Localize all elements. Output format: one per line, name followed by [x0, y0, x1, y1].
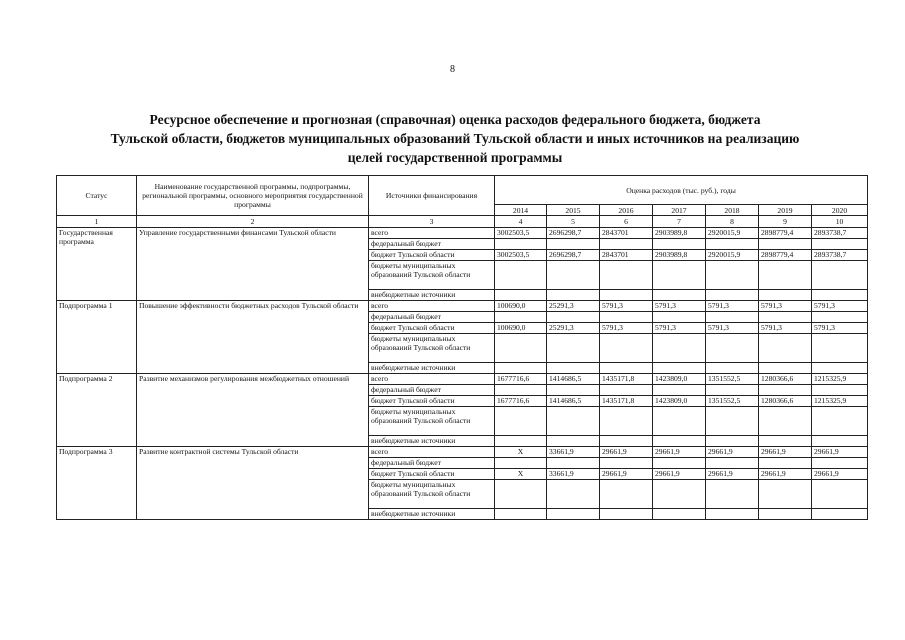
amount-cell: [600, 239, 653, 250]
amount-cell: [600, 261, 653, 290]
funding-source-cell: всего: [369, 228, 495, 239]
amount-cell: 25291,3: [547, 301, 600, 312]
funding-source-cell: бюджет Тульской области: [369, 323, 495, 334]
funding-source-cell: бюджет Тульской области: [369, 469, 495, 480]
amount-cell: [759, 290, 812, 301]
amount-cell: 5791,3: [759, 301, 812, 312]
amount-cell: 2843701: [600, 228, 653, 239]
column-number: 8: [706, 216, 759, 228]
program-name-cell: Управление государственными финансами Тульской области: [137, 228, 369, 301]
status-cell: Подпрограмма 2: [57, 374, 137, 447]
page-number: 8: [450, 64, 455, 75]
title-line: целей государственной программы: [347, 150, 563, 165]
amount-cell: X: [495, 469, 547, 480]
amount-cell: 1435171,8: [600, 374, 653, 385]
funding-source-cell: бюджеты муниципальных образований Тульской области: [369, 480, 495, 509]
header-status: Статус: [57, 176, 137, 216]
amount-cell: 100690,0: [495, 301, 547, 312]
amount-cell: [547, 334, 600, 363]
amount-cell: [812, 509, 868, 520]
amount-cell: [495, 312, 547, 323]
status-cell: Государственная программа: [57, 228, 137, 301]
amount-cell: [600, 363, 653, 374]
title-line: Ресурсное обеспечение и прогнозная (справочная) оценка расходов федерального бюджета, бюджета: [149, 112, 761, 127]
header-year: 2014: [495, 205, 547, 216]
header-name: Наименование государственной программы, подпрограммы, региональной программы, основного мероприятия государственной программы: [137, 176, 369, 216]
amount-cell: 3002503,5: [495, 250, 547, 261]
header-year: 2015: [547, 205, 600, 216]
amount-cell: 100690,0: [495, 323, 547, 334]
column-number: 6: [600, 216, 653, 228]
amount-cell: 2903989,8: [653, 228, 706, 239]
amount-cell: [547, 312, 600, 323]
amount-cell: 1423809,0: [653, 396, 706, 407]
amount-cell: [653, 458, 706, 469]
funding-source-cell: бюджеты муниципальных образований Тульской области: [369, 407, 495, 436]
amount-cell: [495, 261, 547, 290]
funding-source-cell: бюджеты муниципальных образований Тульской области: [369, 261, 495, 290]
column-number: 4: [495, 216, 547, 228]
funding-source-cell: федеральный бюджет: [369, 458, 495, 469]
amount-cell: [759, 436, 812, 447]
amount-cell: [547, 261, 600, 290]
amount-cell: [495, 363, 547, 374]
table-row: [57, 447, 868, 458]
column-number: 9: [759, 216, 812, 228]
amount-cell: 29661,9: [706, 447, 759, 458]
amount-cell: [653, 480, 706, 509]
amount-cell: [812, 385, 868, 396]
amount-cell: [600, 458, 653, 469]
funding-source-cell: внебюджетные источники: [369, 436, 495, 447]
amount-cell: 5791,3: [812, 301, 868, 312]
amount-cell: 1414686,5: [547, 374, 600, 385]
budget-table: [56, 175, 868, 520]
amount-cell: [759, 363, 812, 374]
amount-cell: [547, 385, 600, 396]
amount-cell: [759, 261, 812, 290]
amount-cell: [495, 458, 547, 469]
amount-cell: 1280366,6: [759, 396, 812, 407]
amount-cell: 5791,3: [759, 323, 812, 334]
amount-cell: [759, 480, 812, 509]
header-year: 2017: [653, 205, 706, 216]
amount-cell: 2843701: [600, 250, 653, 261]
amount-cell: [812, 407, 868, 436]
amount-cell: 2898779,4: [759, 228, 812, 239]
funding-source-cell: бюджет Тульской области: [369, 396, 495, 407]
amount-cell: 5791,3: [600, 301, 653, 312]
amount-cell: [600, 480, 653, 509]
amount-cell: [759, 385, 812, 396]
amount-cell: 1677716,6: [495, 374, 547, 385]
amount-cell: [653, 509, 706, 520]
amount-cell: [706, 509, 759, 520]
column-number: 10: [812, 216, 868, 228]
title-line: Тульской области, бюджетов муниципальных образований Тульской области и иных источников на реализацию: [110, 131, 800, 146]
amount-cell: 1677716,6: [495, 396, 547, 407]
funding-source-cell: всего: [369, 301, 495, 312]
amount-cell: 5791,3: [600, 323, 653, 334]
header-year: 2019: [759, 205, 812, 216]
amount-cell: 2898779,4: [759, 250, 812, 261]
column-number: 5: [547, 216, 600, 228]
amount-cell: [706, 458, 759, 469]
amount-cell: 1423809,0: [653, 374, 706, 385]
amount-cell: 2696298,7: [547, 228, 600, 239]
amount-cell: 29661,9: [653, 469, 706, 480]
amount-cell: [600, 290, 653, 301]
header-estimate: Оценка расходов (тыс. руб.), годы: [495, 176, 868, 205]
amount-cell: 1215325,9: [812, 374, 868, 385]
amount-cell: [547, 480, 600, 509]
column-number: 1: [57, 216, 137, 228]
table-row: [57, 374, 868, 385]
amount-cell: [495, 480, 547, 509]
amount-cell: 2696298,7: [547, 250, 600, 261]
funding-source-cell: всего: [369, 374, 495, 385]
amount-cell: 2920015,9: [706, 250, 759, 261]
amount-cell: [600, 436, 653, 447]
amount-cell: [600, 312, 653, 323]
amount-cell: 1414686,5: [547, 396, 600, 407]
amount-cell: 1351552,5: [706, 396, 759, 407]
amount-cell: [759, 334, 812, 363]
header-year: 2016: [600, 205, 653, 216]
amount-cell: 29661,9: [600, 447, 653, 458]
amount-cell: 33661,9: [547, 469, 600, 480]
funding-source-cell: бюджеты муниципальных образований Тульской области: [369, 334, 495, 363]
amount-cell: [547, 239, 600, 250]
amount-cell: [706, 407, 759, 436]
amount-cell: [653, 312, 706, 323]
header-source: Источники финансирования: [369, 176, 495, 216]
amount-cell: [759, 239, 812, 250]
amount-cell: [600, 509, 653, 520]
amount-cell: [706, 312, 759, 323]
column-number: 3: [369, 216, 495, 228]
amount-cell: 29661,9: [653, 447, 706, 458]
amount-cell: [812, 436, 868, 447]
funding-source-cell: федеральный бюджет: [369, 385, 495, 396]
amount-cell: [653, 363, 706, 374]
amount-cell: 3002503,5: [495, 228, 547, 239]
column-number: 2: [137, 216, 369, 228]
program-name-cell: Развитие механизмов регулирования межбюджетных отношений: [137, 374, 369, 447]
amount-cell: [547, 363, 600, 374]
amount-cell: [495, 385, 547, 396]
funding-source-cell: федеральный бюджет: [369, 312, 495, 323]
amount-cell: [812, 363, 868, 374]
amount-cell: 5791,3: [653, 301, 706, 312]
amount-cell: [653, 385, 706, 396]
amount-cell: [812, 458, 868, 469]
amount-cell: [495, 407, 547, 436]
amount-cell: 29661,9: [600, 469, 653, 480]
amount-cell: [812, 290, 868, 301]
amount-cell: [812, 480, 868, 509]
header-year: 2018: [706, 205, 759, 216]
amount-cell: [706, 290, 759, 301]
amount-cell: 25291,3: [547, 323, 600, 334]
amount-cell: [706, 480, 759, 509]
amount-cell: [600, 334, 653, 363]
amount-cell: [706, 436, 759, 447]
funding-source-cell: внебюджетные источники: [369, 290, 495, 301]
amount-cell: X: [495, 447, 547, 458]
amount-cell: [653, 334, 706, 363]
funding-source-cell: всего: [369, 447, 495, 458]
amount-cell: 29661,9: [759, 447, 812, 458]
amount-cell: 5791,3: [812, 323, 868, 334]
amount-cell: 2893738,7: [812, 228, 868, 239]
amount-cell: [706, 334, 759, 363]
amount-cell: [706, 385, 759, 396]
funding-source-cell: внебюджетные источники: [369, 509, 495, 520]
amount-cell: [547, 407, 600, 436]
amount-cell: [547, 458, 600, 469]
program-name-cell: Развитие контрактной системы Тульской области: [137, 447, 369, 520]
amount-cell: [653, 261, 706, 290]
amount-cell: [495, 509, 547, 520]
amount-cell: 29661,9: [759, 469, 812, 480]
amount-cell: 5791,3: [706, 323, 759, 334]
amount-cell: [759, 312, 812, 323]
amount-cell: 29661,9: [812, 469, 868, 480]
budget-table-body: [57, 228, 868, 520]
table-row: [57, 301, 868, 312]
document-title: [40, 110, 870, 167]
amount-cell: 1215325,9: [812, 396, 868, 407]
amount-cell: 1351552,5: [706, 374, 759, 385]
amount-cell: [706, 363, 759, 374]
amount-cell: 29661,9: [706, 469, 759, 480]
amount-cell: 2903989,8: [653, 250, 706, 261]
table-row: [57, 228, 868, 239]
amount-cell: [547, 509, 600, 520]
amount-cell: [812, 261, 868, 290]
amount-cell: 2893738,7: [812, 250, 868, 261]
amount-cell: [653, 239, 706, 250]
amount-cell: [812, 334, 868, 363]
amount-cell: 5791,3: [706, 301, 759, 312]
status-cell: Подпрограмма 1: [57, 301, 137, 374]
amount-cell: 29661,9: [812, 447, 868, 458]
amount-cell: [653, 407, 706, 436]
amount-cell: [600, 385, 653, 396]
amount-cell: [706, 239, 759, 250]
amount-cell: [812, 239, 868, 250]
funding-source-cell: внебюджетные источники: [369, 363, 495, 374]
amount-cell: 5791,3: [653, 323, 706, 334]
program-name-cell: Повышение эффективности бюджетных расходов Тульской области: [137, 301, 369, 374]
amount-cell: 1280366,6: [759, 374, 812, 385]
amount-cell: [600, 407, 653, 436]
amount-cell: 1435171,8: [600, 396, 653, 407]
amount-cell: [495, 436, 547, 447]
amount-cell: 33661,9: [547, 447, 600, 458]
amount-cell: [495, 334, 547, 363]
amount-cell: [547, 436, 600, 447]
amount-cell: [706, 261, 759, 290]
amount-cell: [495, 290, 547, 301]
amount-cell: [759, 407, 812, 436]
column-number: 7: [653, 216, 706, 228]
amount-cell: [495, 239, 547, 250]
amount-cell: [812, 312, 868, 323]
amount-cell: [547, 290, 600, 301]
header-year: 2020: [812, 205, 868, 216]
amount-cell: [653, 290, 706, 301]
amount-cell: 2920015,9: [706, 228, 759, 239]
funding-source-cell: бюджет Тульской области: [369, 250, 495, 261]
amount-cell: [759, 458, 812, 469]
amount-cell: [653, 436, 706, 447]
status-cell: Подпрограмма 3: [57, 447, 137, 520]
amount-cell: [759, 509, 812, 520]
funding-source-cell: федеральный бюджет: [369, 239, 495, 250]
